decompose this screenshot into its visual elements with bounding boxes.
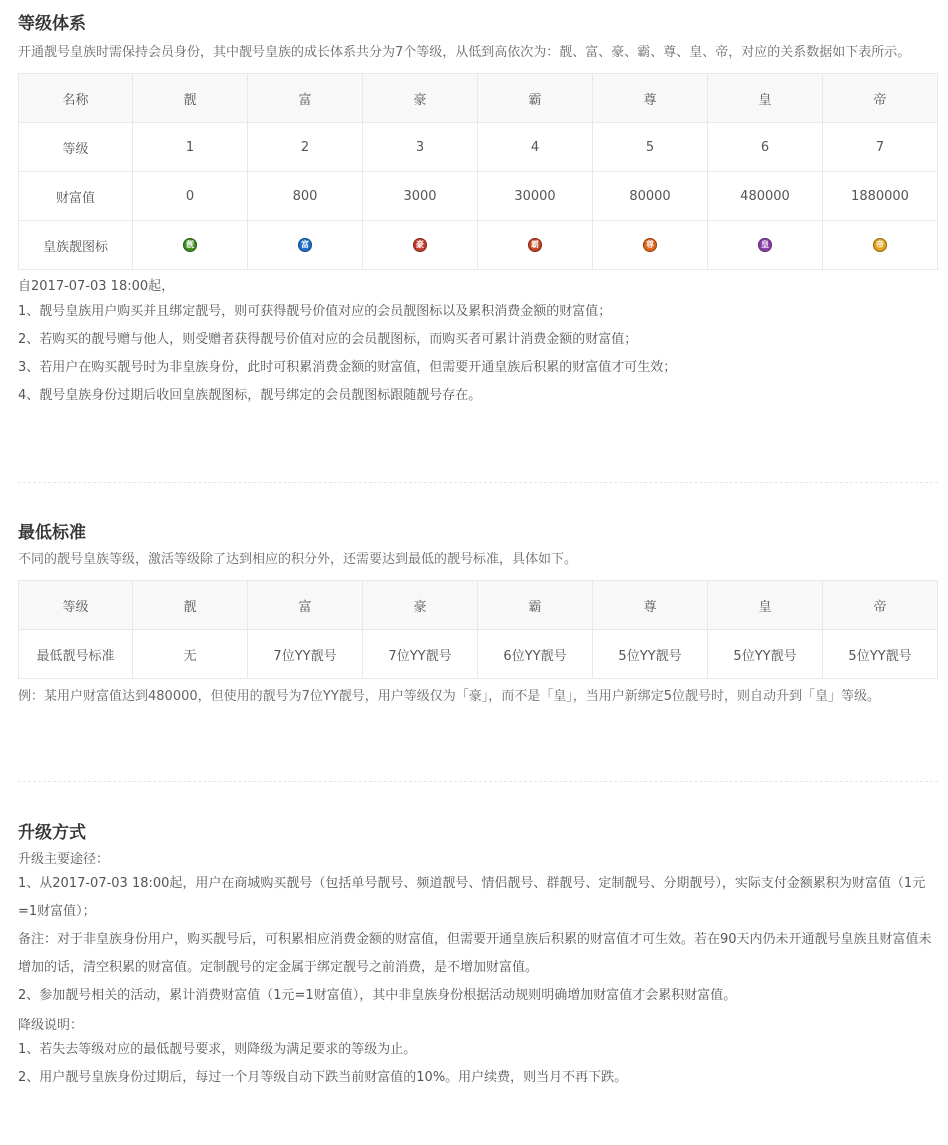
name-cell: 靓 <box>133 74 248 123</box>
standard-cell: 5位YY靓号 <box>823 630 938 679</box>
icon-cell <box>823 221 938 270</box>
zun-badge-icon: 尊 <box>643 238 657 252</box>
standard-label: 最低靓号标准 <box>19 630 133 679</box>
di-badge-icon: 帝 <box>873 238 887 252</box>
upgrade-section <box>18 822 938 1092</box>
level-system-section <box>18 13 938 410</box>
level-notes <box>18 276 938 410</box>
minimum-table-level-row <box>19 581 938 630</box>
fu-badge-icon: 富 <box>298 238 312 252</box>
divider <box>18 482 938 483</box>
note-line: 自2017-07-03 18:00起， <box>18 279 175 294</box>
wealth-label: 财富值 <box>19 172 133 221</box>
minimum-example: 例：某用户财富值达到480000，但使用的靓号为7位YY靓号，用户等级仅为「豪」，而不是「皇」，当用户新绑定5位靓号时，则自动升到「皇」等级。 <box>18 689 881 704</box>
wealth-cell: 800 <box>248 172 363 221</box>
name-label: 名称 <box>19 74 133 123</box>
name-cell: 豪 <box>363 74 478 123</box>
minimum-section <box>18 522 938 707</box>
wealth-cell: 80000 <box>593 172 708 221</box>
level-cell: 7 <box>823 123 938 172</box>
icon-cell <box>708 221 823 270</box>
level-table-name-row <box>19 74 938 123</box>
level-cell: 3 <box>363 123 478 172</box>
minimum-table <box>18 580 938 679</box>
name-cell: 帝 <box>823 74 938 123</box>
wealth-cell: 480000 <box>708 172 823 221</box>
divider <box>18 781 938 782</box>
minimum-title: 最低标准 <box>18 523 86 543</box>
standard-cell: 7位YY靓号 <box>248 630 363 679</box>
upgrade-paths <box>18 850 938 1010</box>
downgrade-line: 1、若失去等级对应的最低靓号要求，则降级为满足要求的等级为止。 <box>18 1042 417 1057</box>
min-level-cell: 尊 <box>593 581 708 630</box>
minimum-table-standard-row <box>19 630 938 679</box>
huang-badge-icon: 皇 <box>758 238 772 252</box>
level-cell: 1 <box>133 123 248 172</box>
upgrade-title: 升级方式 <box>18 823 86 843</box>
hao-badge-icon: 豪 <box>413 238 427 252</box>
icon-cell <box>363 221 478 270</box>
minimum-intro: 不同的靓号皇族等级，激活等级除了达到相应的积分外，还需要达到最低的靓号标准，具体如下。 <box>18 552 578 567</box>
ba-badge-icon: 霸 <box>528 238 542 252</box>
standard-cell: 6位YY靓号 <box>478 630 593 679</box>
path-line: 备注：对于非皇族身份用户，购买靓号后，可积累相应消费金额的财富值，但需要开通皇族后积累的财富值才可生效。若在90天内仍未开通靓号皇族且财富值未增加的话，清空积累的财富值。定制靓号的定金属于绑定靓号之前消费，是不增加财富值。 <box>18 932 932 975</box>
note-line: 1、靓号皇族用户购买并且绑定靓号，则可获得靓号价值对应的会员靓图标以及累积消费金额的财富值； <box>18 304 612 319</box>
note-line: 2、若购买的靓号赠与他人，则受赠者获得靓号价值对应的会员靓图标，而购买者可累计消费金额的财富值； <box>18 332 638 347</box>
wealth-cell: 3000 <box>363 172 478 221</box>
icon-label: 皇族靓图标 <box>19 221 133 270</box>
downgrade-block <box>18 1016 938 1092</box>
level-system-intro: 开通靓号皇族时需保持会员身份，其中靓号皇族的成长体系共分为7个等级，从低到高依次为：靓、富、豪、霸、尊、皇、帝，对应的关系数据如下表所示。 <box>18 45 911 60</box>
path-line: 2、参加靓号相关的活动，累计消费财富值（1元=1财富值），其中非皇族身份根据活动规则明确增加财富值才会累积财富值。 <box>18 988 737 1003</box>
level-table-wealth-row <box>19 172 938 221</box>
min-level-cell: 帝 <box>823 581 938 630</box>
standard-cell: 无 <box>133 630 248 679</box>
icon-cell <box>478 221 593 270</box>
name-cell: 皇 <box>708 74 823 123</box>
level-label: 等级 <box>19 123 133 172</box>
level-table-level-row <box>19 123 938 172</box>
standard-cell: 5位YY靓号 <box>593 630 708 679</box>
paths-title: 升级主要途径： <box>18 852 110 867</box>
icon-cell <box>248 221 363 270</box>
level-system-title: 等级体系 <box>18 14 86 34</box>
note-line: 4、靓号皇族身份过期后收回皇族靓图标，靓号绑定的会员靓图标跟随靓号存在。 <box>18 388 482 403</box>
level-table-icon-row <box>19 221 938 270</box>
min-level-cell: 富 <box>248 581 363 630</box>
wealth-cell: 0 <box>133 172 248 221</box>
wealth-cell: 30000 <box>478 172 593 221</box>
level-cell: 2 <box>248 123 363 172</box>
note-line: 3、若用户在购买靓号时为非皇族身份，此时可积累消费金额的财富值，但需要开通皇族后积累的财富值才可生效； <box>18 360 677 375</box>
level-cell: 6 <box>708 123 823 172</box>
downgrade-line: 2、用户靓号皇族身份过期后，每过一个月等级自动下跌当前财富值的10%。用户续费，则当月不再下跌。 <box>18 1070 628 1085</box>
standard-cell: 5位YY靓号 <box>708 630 823 679</box>
liang-badge-icon: 靓 <box>183 238 197 252</box>
min-level-cell: 豪 <box>363 581 478 630</box>
min-level-cell: 皇 <box>708 581 823 630</box>
level-cell: 5 <box>593 123 708 172</box>
downgrade-title: 降级说明： <box>18 1018 84 1033</box>
min-level-cell: 靓 <box>133 581 248 630</box>
name-cell: 富 <box>248 74 363 123</box>
path-line: 1、从2017-07-03 18:00起，用户在商城购买靓号（包括单号靓号、频道靓号、情侣靓号、群靓号、定制靓号、分期靓号），实际支付金额累积为财富值（1元=1财富值）； <box>18 876 926 919</box>
standard-cell: 7位YY靓号 <box>363 630 478 679</box>
name-cell: 霸 <box>478 74 593 123</box>
min-level-label: 等级 <box>19 581 133 630</box>
min-level-cell: 霸 <box>478 581 593 630</box>
icon-cell <box>593 221 708 270</box>
icon-cell <box>133 221 248 270</box>
name-cell: 尊 <box>593 74 708 123</box>
level-cell: 4 <box>478 123 593 172</box>
wealth-cell: 1880000 <box>823 172 938 221</box>
level-table <box>18 73 938 270</box>
